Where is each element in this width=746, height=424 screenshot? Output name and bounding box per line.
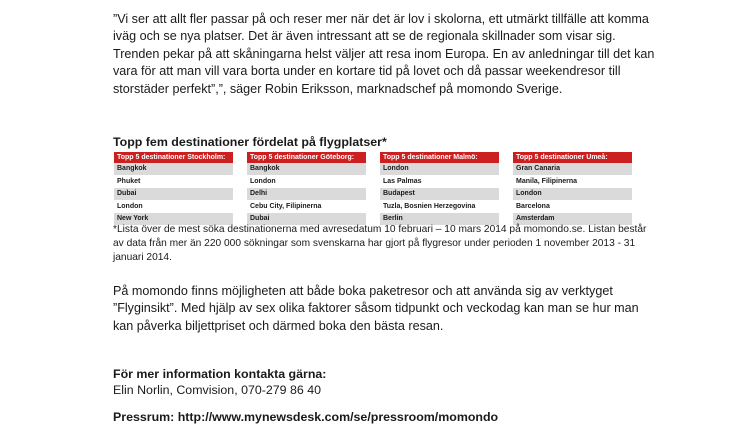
press-room-link[interactable]: Pressrum: http://www.mynewsdesk.com/se/pressroom/momondo (113, 410, 499, 424)
table-cell: Cebu City, Filipinerna (247, 200, 366, 213)
table-row (513, 175, 632, 188)
table-row (513, 200, 632, 213)
table-row (513, 188, 632, 201)
table-row (513, 163, 632, 175)
table-cell: Berlin (380, 213, 499, 226)
table-cell: London (114, 200, 233, 213)
table-cell: Dubai (114, 188, 233, 201)
table-cell: Delhi (247, 188, 366, 201)
destination-table-goteborg (247, 152, 366, 226)
table-row (247, 175, 366, 188)
table-cell: London (380, 163, 499, 175)
contact-line: Elin Norlin, Comvision, 070-279 86 40 (113, 383, 321, 397)
table-row (114, 188, 233, 201)
table-cell: Manila, Filipinerna (513, 175, 632, 188)
table-cell: London (247, 175, 366, 188)
destination-tables (114, 152, 639, 221)
destination-table-stockholm (114, 152, 233, 226)
contact-heading: För mer information kontakta gärna: (113, 367, 327, 381)
table-cell: Dubai (247, 213, 366, 226)
table-header: Topp 5 destinationer Göteborg: (247, 152, 366, 163)
table-row (247, 163, 366, 175)
table-cell: Bangkok (114, 163, 233, 175)
table-row (380, 188, 499, 201)
table-header: Topp 5 destinationer Stockholm: (114, 152, 233, 163)
footnote: *Lista över de mest söka destinationerna med avresedatum 10 februari – 10 mars 2014 på momondo.se. Listan består av data från mer än 220 000 sökningar som svenskarna har gjort på flygresor under perioden 1 november 2013 - 31 januari 2014. (113, 224, 647, 264)
table-row (114, 200, 233, 213)
table-cell: Las Palmas (380, 175, 499, 188)
body-paragraph: På momondo finns möjligheten att både boka paketresor och att använda sig av verktyget ”Flyginsikt”. Med hjälp av sex olika faktorer såsom tidpunkt och veckodag kan man se hur man kan påverka biljettpriset och därmed boka den bästa resan. (113, 284, 639, 333)
table-cell: Phuket (114, 175, 233, 188)
destination-table-umea (513, 152, 632, 226)
table-cell: New York (114, 213, 233, 226)
table-cell: Budapest (380, 188, 499, 201)
table-row (380, 200, 499, 213)
table-header: Topp 5 destinationer Umeå: (513, 152, 632, 163)
table-cell: Barcelona (513, 200, 632, 213)
table-cell: Bangkok (247, 163, 366, 175)
table-row (114, 175, 233, 188)
table-heading: Topp fem destinationer fördelat på flygplatser* (113, 135, 387, 149)
table-row (247, 200, 366, 213)
table-row (247, 188, 366, 201)
destination-table-malmo (380, 152, 499, 226)
table-header: Topp 5 destinationer Malmö: (380, 152, 499, 163)
table-row (380, 175, 499, 188)
table-row (114, 163, 233, 175)
table-cell: Gran Canaria (513, 163, 632, 175)
table-cell: Tuzla, Bosnien Herzegovina (380, 200, 499, 213)
table-cell: Amsterdam (513, 213, 632, 226)
quote-paragraph: ”Vi ser att allt fler passar på och reser mer när det är lov i skolorna, ett utmärkt tillfälle att komma iväg och se nya platser. Det är även intressant att se de regionala skillnader som visar sig. Trenden pekar på att skåningarna helst väljer att resa inom Europa. En av anledningar till det kan vara för att man vill vara borta under en kortare tid på lovet och då passar weekendresor till storstäder perfekt”,”, säger Robin Eriksson, marknadschef på momondo Sverige. (113, 12, 655, 96)
table-cell: London (513, 188, 632, 201)
table-row (380, 163, 499, 175)
